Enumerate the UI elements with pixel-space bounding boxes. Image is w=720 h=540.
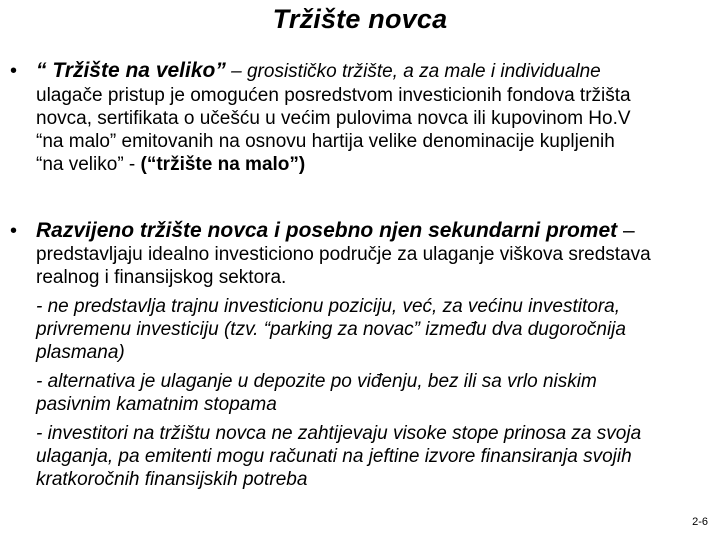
bullet-item-razvijeno	[36, 218, 718, 491]
sub-point-line: kratkoročnih finansijskih potreba	[36, 469, 308, 490]
dash: –	[617, 219, 635, 242]
body-line: novca, sertifikata o učešću u većim pulovima novca ili kupovinom Ho.V	[36, 108, 631, 129]
term-definition: – grosističko tržište, a za male i individualne	[225, 61, 601, 82]
bullet-item-veliko	[36, 58, 718, 176]
sub-point-line: - ne predstavlja trajnu investicionu poziciju, već, za većinu investitora,	[36, 296, 621, 317]
term-razvijeno-trziste: Razvijeno tržište novca i posebno njen sekundarni promet	[36, 219, 618, 242]
sub-point-line: plasmana)	[36, 342, 125, 363]
body-line: “na malo” emitovanih na osnovu hartija velike denominacije kupljenih	[36, 131, 615, 152]
body-line: ulagače pristup je omogućen posredstvom investicionih fondova tržišta	[36, 85, 631, 106]
body-line: realnog i finansijskog sektora.	[36, 267, 287, 288]
body-line: predstavljaju idealno investiciono područje za ulaganje viškova sredstava	[36, 244, 651, 265]
bullet-heading-line	[36, 218, 718, 243]
page-number: 2-6	[692, 516, 708, 528]
bullet-marker: •	[10, 60, 18, 82]
sub-point-line: - investitori na tržištu novca ne zahtijevaju visoke stope prinosa za svoja	[36, 423, 642, 444]
body-line	[36, 153, 718, 176]
sub-point-line: privremenu investiciju (tzv. “parking za novac” između dva dugoročnija	[36, 319, 626, 340]
sub-point-line: - alternativa je ulaganje u depozite po viđenju, bez ili sa vrlo niskim	[36, 371, 597, 392]
sub-point-line: pasivnim kamatnim stopama	[36, 394, 277, 415]
sub-point-line: ulaganja, pa emitenti mogu računati na jeftine izvore finansiranja svojih	[36, 446, 632, 467]
body-text: “na veliko” -	[36, 154, 141, 175]
bullet-heading-line	[36, 58, 718, 84]
term-trziste-na-veliko: “ Tržište na veliko”	[36, 59, 226, 82]
bullet-marker: •	[10, 220, 18, 242]
slide-title: Tržište novca	[272, 4, 448, 34]
term-trziste-na-malo: (“tržište na malo”)	[140, 154, 306, 175]
